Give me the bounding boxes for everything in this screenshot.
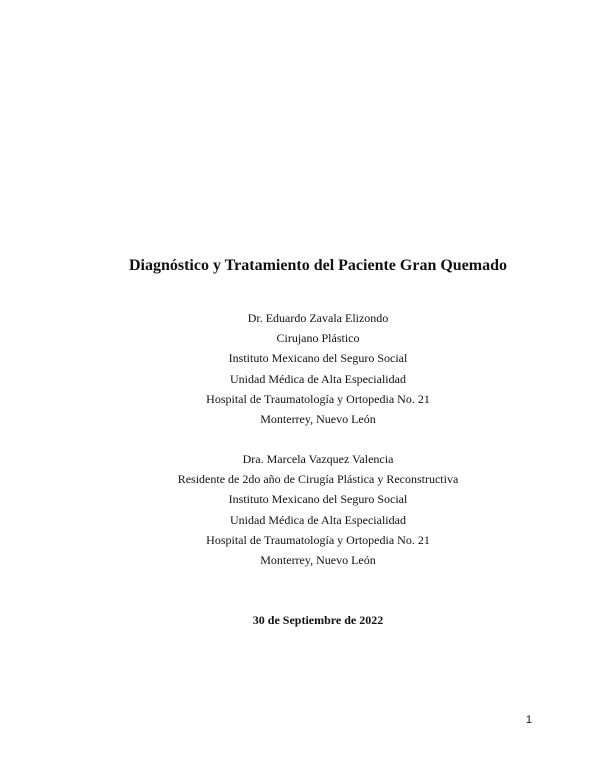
author-unit: Unidad Médica de Alta Especialidad xyxy=(230,371,406,386)
author-institution: Instituto Mexicano del Seguro Social xyxy=(228,492,408,507)
author-institution: Instituto Mexicano del Seguro Social xyxy=(228,351,408,366)
author-city: Monterrey, Nuevo León xyxy=(260,553,376,568)
author-hospital: Hospital de Traumatología y Ortopedia No. 21 xyxy=(206,532,430,547)
document-date: 30 de Septiembre de 2022 xyxy=(252,613,384,627)
author-block-2 xyxy=(0,449,600,570)
author-unit: Unidad Médica de Alta Especialidad xyxy=(230,512,406,527)
author-role: Residente de 2do año de Cirugía Plástica y Reconstructiva xyxy=(177,472,459,487)
author-role: Cirujano Plástico xyxy=(276,331,360,346)
document-title: Diagnóstico y Tratamiento del Paciente Gran Quemado xyxy=(128,257,508,274)
author-hospital: Hospital de Traumatología y Ortopedia No. 21 xyxy=(206,391,430,406)
author-name: Dr. Eduardo Zavala Elizondo xyxy=(247,311,389,325)
author-name: Dra. Marcela Vazquez Valencia xyxy=(242,452,394,466)
author-block-1 xyxy=(0,308,600,429)
author-city: Monterrey, Nuevo León xyxy=(260,412,376,427)
page-number: 1 xyxy=(525,714,532,726)
